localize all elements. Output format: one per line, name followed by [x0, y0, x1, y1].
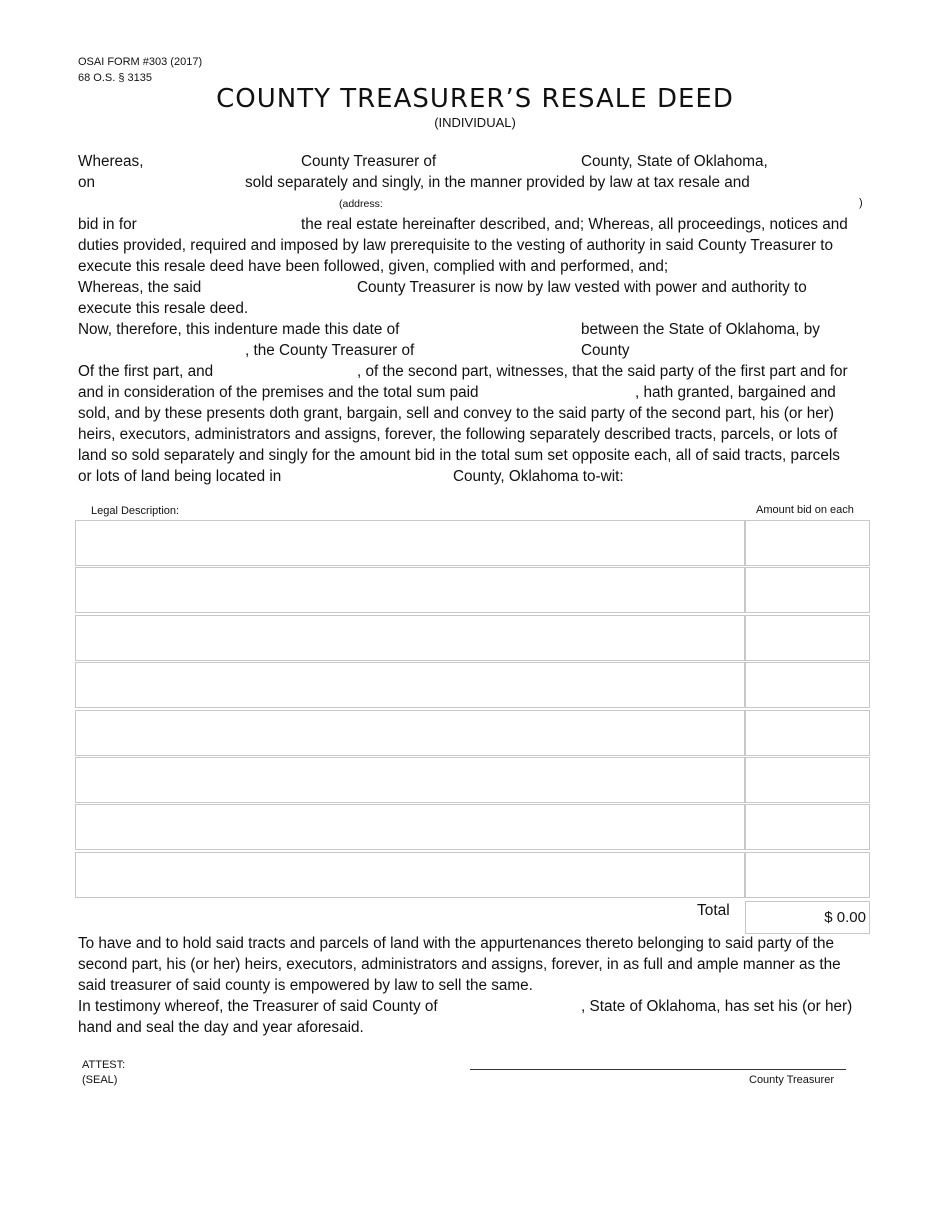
county-treasurer-of-text: County Treasurer of [301, 153, 437, 170]
address-close: ) [859, 197, 863, 209]
county-state-text: County, State of Oklahoma, [581, 153, 768, 170]
county-name-field[interactable] [442, 152, 578, 172]
closing-line-3: said treasurer of said county is empowered by law to sell the same. [78, 977, 533, 994]
amount-bid-input[interactable] [745, 567, 870, 613]
address-label: (address: [339, 198, 383, 210]
amount-bid-input[interactable] [745, 615, 870, 661]
treasurer-name-field-2[interactable] [78, 341, 242, 361]
body-line-11: , of the second part, witnesses, that the said party of the first part and for [357, 363, 848, 380]
now-therefore-text: Now, therefore, this indenture made this date of [78, 321, 400, 338]
closing-line-4-rest: , State of Oklahoma, has set his (or her) [581, 998, 853, 1015]
bid-in-for-text: bid in for [78, 216, 137, 233]
body-line-5: duties provided, required and imposed by law prerequisite to the vesting of authority in said County Treasurer to [78, 237, 834, 254]
first-part-text: Of the first part, and [78, 363, 214, 380]
located-county-field[interactable] [292, 467, 450, 487]
grantee-name-field[interactable] [223, 362, 355, 382]
between-state-text: between the State of Oklahoma, by [581, 321, 820, 338]
amount-bid-input[interactable] [745, 852, 870, 898]
indenture-date-field[interactable] [418, 320, 578, 340]
body-line-15: land so sold separately and singly for the amount bid in the total sum set opposite each, all of said tracts, parcels [78, 447, 840, 464]
legal-description-input[interactable] [75, 757, 745, 803]
body-line-8: execute this resale deed. [78, 300, 249, 317]
legal-description-input[interactable] [75, 567, 745, 613]
said-county-field[interactable] [206, 278, 354, 298]
whereas-the-said-text: Whereas, the said [78, 279, 202, 296]
total-amount-field[interactable]: $ 0.00 [745, 901, 870, 934]
sold-separately-text: sold separately and singly, in the manner provided by law at tax resale and [245, 174, 750, 191]
legal-description-input[interactable] [75, 520, 745, 566]
on-text: on [78, 174, 96, 191]
address-field[interactable] [392, 196, 856, 212]
total-sum-field[interactable] [493, 383, 633, 403]
treasurer-name-field[interactable] [148, 152, 298, 172]
resale-date-field[interactable] [100, 173, 242, 193]
legal-description-input[interactable] [75, 662, 745, 708]
legal-description-header: Legal Description: [91, 505, 180, 517]
closing-line-4-start: In testimony whereof, the Treasurer of said County of [78, 998, 438, 1015]
total-label: Total [697, 902, 730, 919]
statute-reference: 68 O.S. § 3135 [78, 72, 152, 84]
county-treasurer-of-text-2: , the County Treasurer of [245, 342, 415, 359]
body-line-13: sold, and by these presents doth grant, bargain, sell and convey to the said party of the second part, his (or her) [78, 405, 834, 422]
page-title: COUNTY TREASURER’S RESALE DEED [216, 84, 734, 114]
closing-line-1: To have and to hold said tracts and parcels of land with the appurtenances thereto belonging to said party of the [78, 935, 834, 952]
form-number: OSAI FORM #303 (2017) [78, 56, 203, 68]
amount-header: Amount bid on each [756, 504, 854, 516]
whereas-text: Whereas, [78, 153, 144, 170]
body-line-7: County Treasurer is now by law vested with power and authority to [357, 279, 807, 296]
amount-bid-input[interactable] [745, 804, 870, 850]
signature-line [470, 1069, 846, 1070]
legal-description-input[interactable] [75, 710, 745, 756]
amount-bid-input[interactable] [745, 757, 870, 803]
amount-bid-input[interactable] [745, 662, 870, 708]
amount-bid-input[interactable] [745, 710, 870, 756]
amount-bid-input[interactable] [745, 520, 870, 566]
legal-description-input[interactable] [75, 804, 745, 850]
body-line-14: heirs, executors, administrators and assigns, forever, the following separately described tracts, parcels, or lots of [78, 426, 838, 443]
body-line-12-rest: , hath granted, bargained and [635, 384, 836, 401]
closing-line-5: hand and seal the day and year aforesaid. [78, 1019, 364, 1036]
legal-description-input[interactable] [75, 615, 745, 661]
testimony-county-field[interactable] [456, 997, 578, 1017]
page-subtitle: (INDIVIDUAL) [434, 115, 516, 130]
closing-line-2: second part, his (or her) heirs, executors, administrators and assigns, forever, in as full and ample manner as the [78, 956, 841, 973]
body-line-16-rest: County, Oklahoma to-wit: [453, 468, 624, 485]
county-text: County [581, 342, 630, 359]
county-name-field-2[interactable] [422, 341, 578, 361]
seal-label: (SEAL) [82, 1074, 118, 1086]
legal-description-input[interactable] [75, 852, 745, 898]
county-treasurer-label: County Treasurer [749, 1074, 834, 1086]
attest-label: ATTEST: [82, 1059, 126, 1071]
body-line-4: the real estate hereinafter described, and; Whereas, all proceedings, notices and [301, 216, 848, 233]
body-line-6: execute this resale deed have been followed, given, complied with and performed, and; [78, 258, 669, 275]
bid-in-for-field[interactable] [145, 215, 298, 235]
body-line-12-start: and in consideration of the premises and the total sum paid [78, 384, 479, 401]
body-line-16-start: or lots of land being located in [78, 468, 282, 485]
